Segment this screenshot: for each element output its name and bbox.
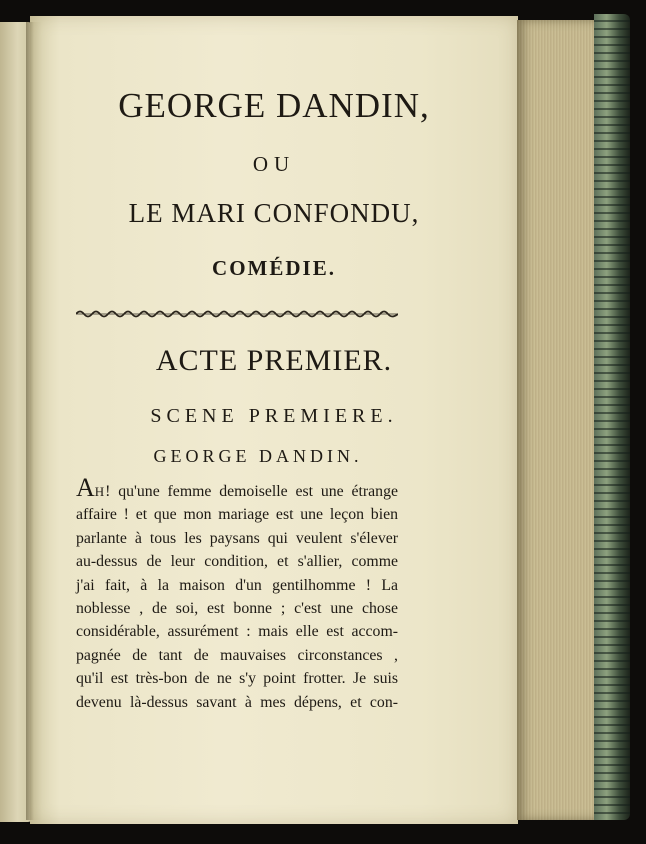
text-line-6: noblesse , de soi, est bonne ; c'est une chose [76,600,398,618]
drop-cap-rest: H [94,484,106,499]
page-fore-edge [517,20,597,820]
dialogue-text [76,473,398,714]
text-line-7: considérable, assurément : mais elle est accom- [76,623,398,641]
text-line-8: pagnée de tant de mauvaises circonstances , [76,646,398,664]
book-page [30,16,518,824]
play-subtitle: LE MARI CONFONDU, [128,198,420,228]
speaker-name: GEORGE DANDIN. [153,446,363,466]
page-gutter-shadow [26,22,42,820]
text-line-1-body: ! qu'une femme demoiselle est une étrange [105,483,398,500]
page-content [30,16,518,824]
text-line-4: au-dessus de leur condition, et s'allier, comme [76,553,398,571]
play-genre: COMÉDIE. [212,256,336,280]
act-heading: ACTE PREMIER. [155,344,393,377]
title-conjunction: OU [252,152,296,176]
text-line-3: parlante à tous les paysans qui veulent s'élever [76,529,398,547]
text-line-10: devenu là-dessus savant à mes dépens, et con- [76,693,398,711]
book-cover-edge [594,14,630,820]
text-line-5: j'ai fait, à la maison d'un gentilhomme ! La [76,576,398,594]
text-line-1 [76,473,398,503]
play-title: GEORGE DANDIN, [118,86,430,125]
text-line-2: affaire ! et que mon mariage est une leçon bien [76,506,398,524]
drop-cap: A [76,473,95,502]
text-line-9: qu'il est très-bon de ne s'y point frotter. Je suis [76,670,398,688]
ornamental-divider [76,308,398,320]
scene-heading: SCENE PREMIERE. [150,405,398,427]
